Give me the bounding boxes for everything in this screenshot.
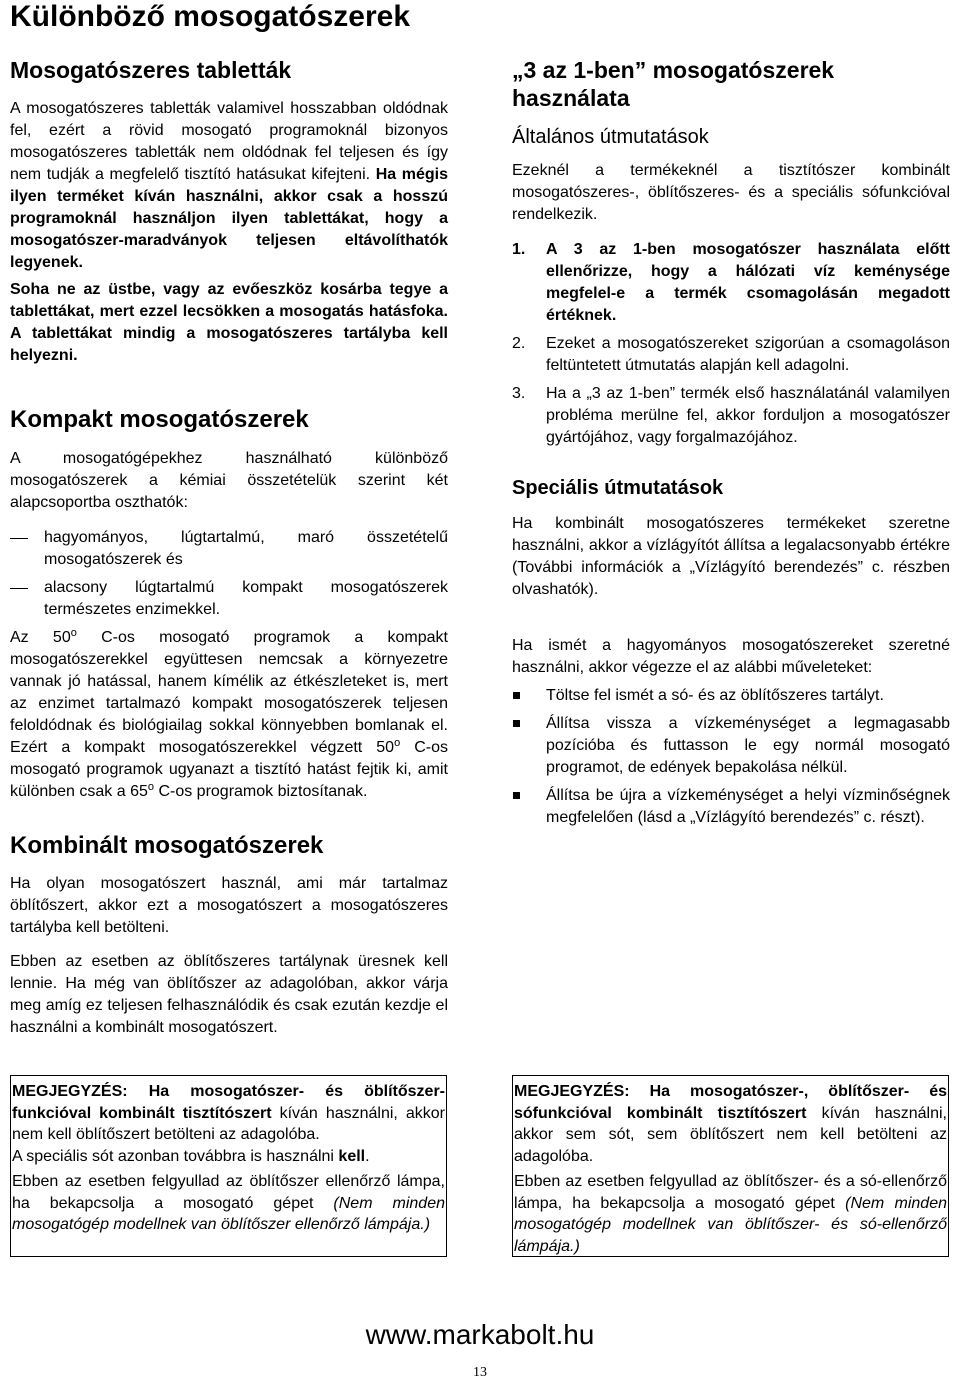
compact-paragraph: Az 50$^o$ C-os mosogató programok a kompakt mosogatószerekkel együttesen nemcsak a környezetre vannak jó hatással, hanem kímélik az étkészleteket is, mert az enzimet tartalmazó kompakt mosogatószerek teljesen feloldódnak és biológiailag sokkal könnyebben bomlanak el. Ezért a kompakt mosogatószerekkel végzett 50$^o$ C-os mosogató programok ugyanazt a tisztító hatást fejtik ki, amit különben csak a 65$^o$ C-os programok biztosítanak. — [10, 627, 448, 800]
note-left-p3: Ebben az esetben felgyullad az öblítőszer ellenőrző lámpa, ha bekapcsolja a mosogató gépet (Nem minden mosogatógép modellnek van öblítőszer ellenőrző lámpája.) — [12, 1172, 445, 1234]
list-item: hagyományos, lúgtartalmú, maró összetételű mosogatószerek és — [10, 527, 448, 571]
list-item: Állítsa vissza a vízkeménységet a legmagasabb pozícióba és futtasson le egy normál mosogató programot, de edények bepakolása nélkül. — [512, 713, 950, 779]
note-right-p2: Ebben az esetben felgyullad az öblítőszer- és a só-ellenőrző lámpa, ha bekapcsolja a mosogató gépet (Nem minden mosogatógép modellnek van öblítőszer- és só-ellenőrző lámpája.) — [514, 1172, 947, 1255]
compact-heading: Kompakt mosogatószerek — [10, 406, 309, 433]
list-item: 1. A 3 az 1-ben mosogatószer használata előtt ellenőrizze, hogy a hálózati víz keménysége megfelel-e a termék csomagolásán megadott értéknek. — [512, 241, 950, 324]
tablets-p1-text: A mosogatószeres tabletták valamivel hosszabban oldódnak fel, ezért a rövid mosogató programoknál bizonyos mosogatószeres tabletták nem oldódnak fel teljesen és így nem tudják a megfelelő tisztító hatásukat kifejteni. — [10, 100, 448, 183]
list-item: alacsony lúgtartalmú kompakt mosogatószerek természetes enzimekkel. — [10, 577, 448, 621]
tablets-paragraph-1 — [10, 98, 448, 274]
list-item: Állítsa be újra a vízkeménységet a helyi vízminőségnek megfelelően (lásd a „Vízlágyító berendezés” c. részt). — [512, 785, 950, 829]
general-intro: Ezeknél a termékeknél a tisztítószer kombinált mosogatószeres-, öblítőszeres- és a speciális sófunkcióval rendelkezik. — [512, 162, 950, 223]
combined-paragraph-2: Ebben az esetben az öblítőszeres tartálynak üresnek kell lennie. Ha még van öblítőszer az adagolóban, akkor várja meg amíg ez teljesen felhasználódik és csak ezután kezdje el használni a kombinált mosogatószert. — [10, 953, 448, 1036]
steps-list — [512, 685, 950, 829]
footer-url[interactable]: www.markabolt.hu — [365, 1319, 595, 1350]
page-number: 13 — [473, 1365, 487, 1380]
note-box-left — [10, 1075, 447, 1257]
general-list — [512, 239, 950, 449]
three-in-one-heading: „3 az 1-ben” mosogatószerek használata — [512, 57, 835, 111]
combined-paragraph-1: Ha olyan mosogatószert használ, ami már tartalmaz öblítőszert, akkor ezt a mosogatószert a mosogatószeres tartályba kell betölteni. — [10, 875, 448, 936]
note-left-p2: A speciális sót azonban továbbra is használni kell. — [12, 1148, 370, 1166]
list-item: 3. Ha a „3 az 1-ben” termék első használatánál valamilyen probléma merülne fel, akkor forduljon a mosogatószer gyártójához, vagy forgalmazójához. — [512, 385, 950, 446]
note-right-p1: MEGJEGYZÉS: Ha mosogatószer-, öblítőszer- és sófunkcióval kombinált tisztítószert kíván használni, akkor sem sót, sem öblítőszert nem kell betölteni az adagolóba. — [514, 1083, 947, 1166]
list-item: 2. Ezeket a mosogatószereket szigorúan a csomagoláson feltüntetett útmutatás alapján kell adagolni. — [512, 335, 950, 374]
compact-intro: A mosogatógépekhez használható különböző mosogatószerek a kémiai összetételük szerint két alapcsoportba oszthatók: — [10, 450, 448, 511]
general-heading: Általános útmutatások — [512, 126, 709, 148]
special-paragraph-1: Ha kombinált mosogatószeres termékeket szeretne használni, akkor a vízlágyítót állítsa a legalacsonyabb értékre (További információk a „Vízlágyító berendezés” c. részben olvashatók). — [512, 515, 950, 598]
tablets-p1-bold: Ha mégis ilyen terméket kíván használni, akkor csak a hosszú programoknál használjon ilyen tablettákat, hogy a mosogatószer-maradványok teljesen eltávolíthatók legyenek. — [10, 166, 448, 271]
page-title: Különböző mosogatószerek — [10, 0, 411, 33]
special-heading: Speciális útmutatások — [512, 477, 724, 499]
tablets-paragraph-2: Soha ne az üstbe, vagy az evőeszköz kosárba tegye a tablettákat, mert ezzel lecsökken a mosogatás hatásfoka. A tablettákat mindig a mosogatószeres tartályba kell helyezni. — [10, 281, 448, 364]
left-column — [10, 54, 448, 1039]
compact-list — [10, 527, 448, 621]
tablets-heading: Mosogatószeres tabletták — [10, 57, 292, 83]
right-column — [512, 54, 950, 829]
combined-heading: Kombinált mosogatószerek — [10, 832, 324, 859]
note-left-p1: MEGJEGYZÉS: Ha mosogatószer- és öblítőszer-funkcióval kombinált tisztítószert kíván használni, akkor nem kell öblítőszert betölteni az adagolóba. — [12, 1083, 446, 1144]
list-item: Töltse fel ismét a só- és az öblítőszeres tartályt. — [512, 685, 950, 707]
special-paragraph-2: Ha ismét a hagyományos mosogatószereket szeretné használni, akkor végezze el az alábbi műveleteket: — [512, 637, 950, 676]
note-box-right — [512, 1075, 949, 1257]
